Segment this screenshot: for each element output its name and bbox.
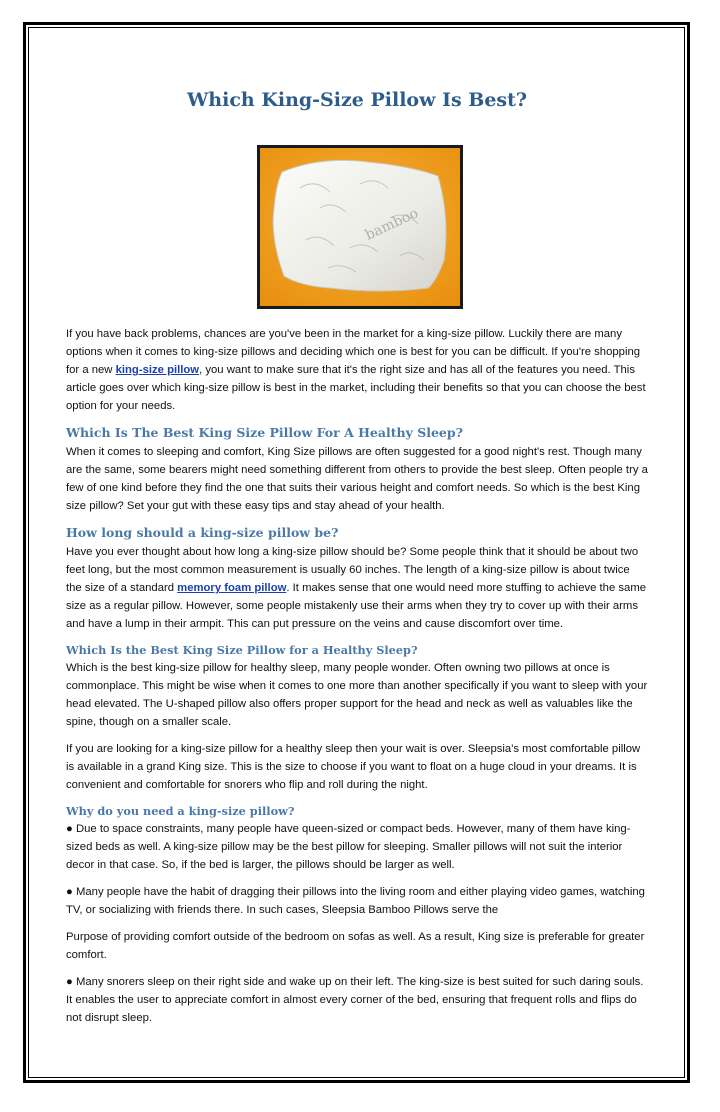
section1-body: When it comes to sleeping and comfort, King Size pillows are often suggested for a good night's rest. Though many are the same, some bearers might need something different from others to provide the best sleep. Often people try a few of one kind before they find the one that suits their various height and comfort needs. So which is the best King size pillow? Set your gut with these easy tips and stay ahead of your health. <box>66 446 648 512</box>
section4-bullet3: ● Many snorers sleep on their right side and wake up on their left. The king-size is best suited for such daring souls. It enables the user to appreciate comfort in almost every corner of the bed, ensuring that frequent rolls and flips do not disrupt sleep. <box>66 976 644 1024</box>
intro-text-before: If you have back problems, chances are you've been in the market for a king-size pillow. Luckily there are many options when it comes to king-size pillows and deciding which one is best for you can be difficult. If you're shopping for a new <box>66 328 641 376</box>
section4-heading: Why do you need a king-size pillow? <box>66 804 295 818</box>
section2-heading: How long should a king-size pillow be? <box>66 525 339 540</box>
intro-text-after: , you want to make sure that it's the right size and has all of the features you need. This article goes over which king-size pillow is best in the market, including their benefits so that you can choose the best option for your needs. <box>66 364 646 412</box>
section3-body2: If you are looking for a king-size pillow for a healthy sleep then your wait is over. Sleepsia's most comfortable pillow is available in a grand King size. This is the size to choose if you want to float on a huge cloud in your dreams. It is convenient and comfortable for snorers who flip and roll during the night. <box>66 743 641 791</box>
section4-continuation: Purpose of providing comfort outside of the bedroom on sofas as well. As a result, King size is preferable for greater comfort. <box>66 931 645 961</box>
pillow-illustration <box>260 148 460 306</box>
article <box>66 85 648 1027</box>
pillow-print-text: bamboo <box>362 205 421 244</box>
memory-foam-pillow-link[interactable]: memory foam pillow <box>177 582 287 594</box>
section2-text-after: . It makes sense that one would need more stuffing to achieve the same size as a regular pillow. However, some people mistakenly use their arms when they try to cover up with their arms and have a lump in their armpit. This can put pressure on the veins and cause discomfort over time. <box>66 582 647 630</box>
pillow-image <box>257 145 463 309</box>
section2-body <box>66 543 648 633</box>
intro-paragraph <box>66 325 648 415</box>
page-title: Which King-Size Pillow Is Best? <box>186 89 528 111</box>
section2-text-before: Have you ever thought about how long a king-size pillow should be? Some people think that it should be about two feet long, but the most common measurement is usually 60 inches. The length of a king-size pillow is about twice the size of a standard <box>66 546 639 594</box>
section3-body1: Which is the best king-size pillow for healthy sleep, many people wonder. Often owning two pillows at once is commonplace. This might be wise when it comes to one more than another specifically if you want to sleep with your head elevated. The U-shaped pillow also offers proper support for the head and neck as well as valuables like the spine, though on a smaller scale. <box>66 662 648 728</box>
section3-heading: Which Is the Best King Size Pillow for a Healthy Sleep? <box>66 643 418 657</box>
king-size-pillow-link[interactable]: king-size pillow <box>115 364 200 376</box>
section4-bullet1: ● Due to space constraints, many people have queen-sized or compact beds. However, many of them have king-sized beds as well. A king-size pillow may be the best pillow for sleeping. Smaller pillows will not suit the interior decor in that case. So, if the bed is larger, the pillows should be larger as well. <box>66 823 631 871</box>
section4-bullet2: ● Many people have the habit of dragging their pillows into the living room and either playing video games, watching TV, or socializing with friends there. In such cases, Sleepsia Bamboo Pillows serve the <box>66 886 645 916</box>
section1-heading: Which Is The Best King Size Pillow For A Healthy Sleep? <box>66 425 463 440</box>
